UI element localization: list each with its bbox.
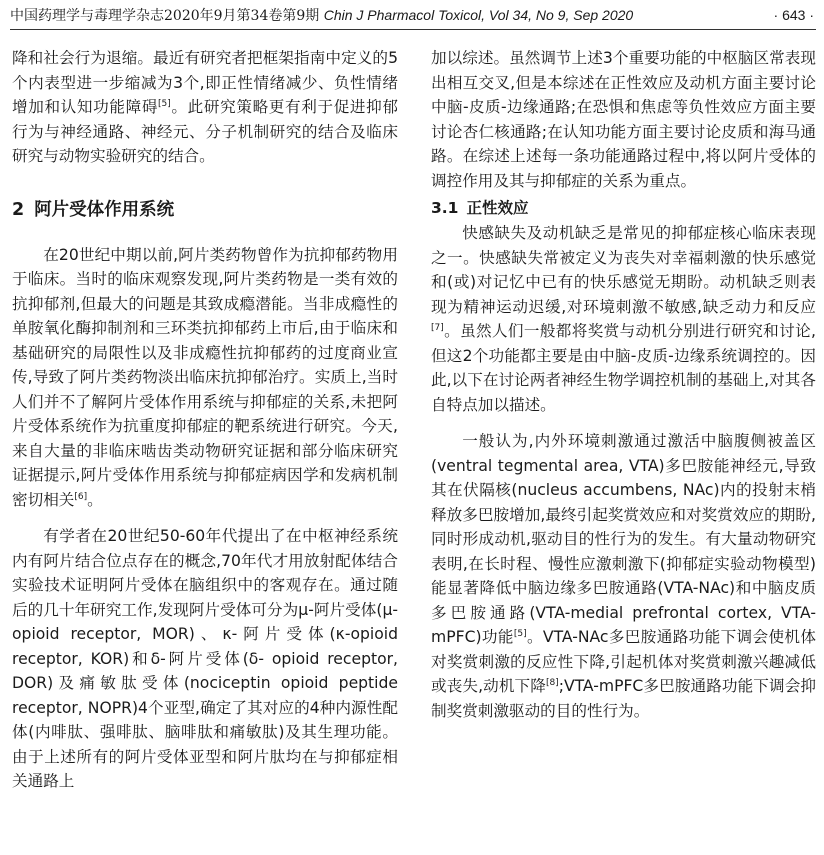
paragraph-text: 。 [87, 490, 103, 509]
subsection-heading [431, 195, 816, 221]
paragraph-gap [12, 512, 398, 524]
reference-marker[interactable]: [6] [74, 491, 88, 502]
section-heading [12, 197, 398, 223]
reference-marker[interactable]: [5] [513, 629, 527, 639]
journal-name-cn: 中国药理学与毒理学杂志2020年9月第34卷第9期 [10, 8, 320, 24]
paragraph [431, 221, 816, 417]
paragraph [12, 524, 398, 794]
paragraph-text: 快感缺失及动机缺乏是常见的抑郁症核心临床表现之一。快感缺失常被定义为丧失对幸福刺激的快乐感觉和(或)对记忆中已有的快乐感觉无期盼。动机缺乏则表现为精神运动迟缓,对环境刺激不敏感,缺乏动力和反应 [431, 224, 816, 316]
right-column [431, 46, 816, 855]
paragraph-text: 。VTA-NAc多巴胺通路功能下调会使机体对奖赏刺激的反应性下降,引起机体对奖赏刺激兴趣减低或丧失,动机下降 [431, 628, 816, 695]
reference-marker[interactable]: [5] [158, 99, 171, 109]
paragraph-text: 加以综述。虽然调节上述3个重要功能的中枢脑区常表现出相互交叉,但是本综述在正性效应及动机方面主要讨论中脑-皮质-边缘通路;在恐惧和焦虑等负性效应方面主要讨论杏仁核通路;在认知功能方面主要讨论皮质和海马通路。在综述上述每一条功能通路过程中,将以阿片受体的调控作用及其与抑郁症的关系为重点。 [431, 49, 816, 190]
section-number: 2 [12, 199, 25, 220]
paragraph-text: 有学者在20世纪50-60年代提出了在中枢神经系统内有阿片结合位点存在的概念,70年代才用放射配体结合实验技术证明阿片受体在脑组织中的客观存在。通过随后的几十年研究工作,发现阿片受体可分为μ-阿片受体(μ-opioid receptor, MOR)、κ-阿片受体(κ-opioid receptor, KOR)和δ-阿片受体(δ- opioid receptor, DOR)及痛敏肽受体(nociceptin opioid peptide receptor, NOPR)4个亚型,确定了其对应的4种内源性配体(内啡肽、强啡肽、脑啡肽和痛敏肽)及其生理功能。由于上述所有的阿片受体亚型和阿片肽均在与抑郁症相关通路上 [12, 527, 398, 790]
paragraph-text: 在20世纪中期以前,阿片类药物曾作为抗抑郁药物用于临床。当时的临床观察发现,阿片类药物是一类有效的抗抑郁剂,但最大的问题是其致成瘾潜能。当非成瘾性的单胺氧化酶抑制剂和三环类抗抑郁药上市后,由于临床和基础研究的局限性以及非成瘾性抗抑郁药的过度商业宣传,导致了阿片类药物淡出临床抗抑郁治疗。实质上,当时人们并不了解阿片受体作用系统与抑郁症的关系,未把阿片受体系统作为抗重度抑郁症的靶系统进行研究。今天,来自大量的非临床啮齿类动物研究证据和部分临床研究证据提示,阿片受体作用系统与抑郁症病因学和发病机制密切相关 [12, 245, 398, 509]
paragraph-text: 。虽然人们一般都将奖赏与动机分别进行研究和讨论,但这2个功能都主要是由中脑-皮质-边缘系统调控的。因此,以下在讨论两者神经生物学调控机制的基础上,对其各自特点加以描述。 [431, 322, 816, 414]
paragraph-gap [431, 417, 816, 429]
header-rule [10, 29, 816, 30]
subsection-title: 正性效应 [466, 199, 529, 217]
subsection-number: 3.1 [431, 199, 459, 217]
paragraph-text: ;VTA-mPFC多巴胺通路功能下调会抑制奖赏刺激驱动的目的性行为。 [431, 677, 816, 720]
left-column [12, 46, 398, 855]
paragraph [12, 243, 398, 513]
paragraph-text: 降和社会行为退缩。最近有研究者把框架指南中定义的5个内表型进一步缩减为3个,即正性情绪减少、负性情绪增加和认知功能障碍 [12, 49, 398, 116]
reference-marker[interactable]: [7] [431, 323, 444, 333]
paragraph [431, 46, 816, 193]
journal-name-en: Chin J Pharmacol Toxicol, Vol 34, No 9, Sep 2020 [323, 7, 634, 23]
paragraph-text: 。此研究策略更有利于促进抑郁行为与神经通路、神经元、分子机制研究的结合及临床研究与动物实验研究的结合。 [12, 98, 398, 165]
running-head [10, 4, 814, 26]
reference-marker[interactable]: [8] [545, 678, 559, 688]
page-number: · 643 · [773, 7, 814, 23]
paragraph [12, 46, 398, 169]
section-title: 阿片受体作用系统 [34, 199, 175, 220]
journal-citation [10, 4, 633, 27]
paragraph [431, 429, 816, 723]
paragraph-text: 一般认为,内外环境刺激通过激活中脑腹侧被盖区(ventral tegmental area, VTA)多巴胺能神经元,导致其在伏隔核(nucleus accumbens, NAc)内的投射末梢释放多巴胺增加,最终引起奖赏效应和对奖赏效应的期盼,同时形成动机,驱动目的性行为的发生。有大量动物研究表明,在长时程、慢性应激刺激下(抑郁症实验动物模型)能显著降低中脑边缘多巴胺通路(VTA-NAc)和中脑皮质多巴胺通路(VTA-medial prefrontal cortex, VTA-mPFC)功能 [431, 432, 816, 646]
